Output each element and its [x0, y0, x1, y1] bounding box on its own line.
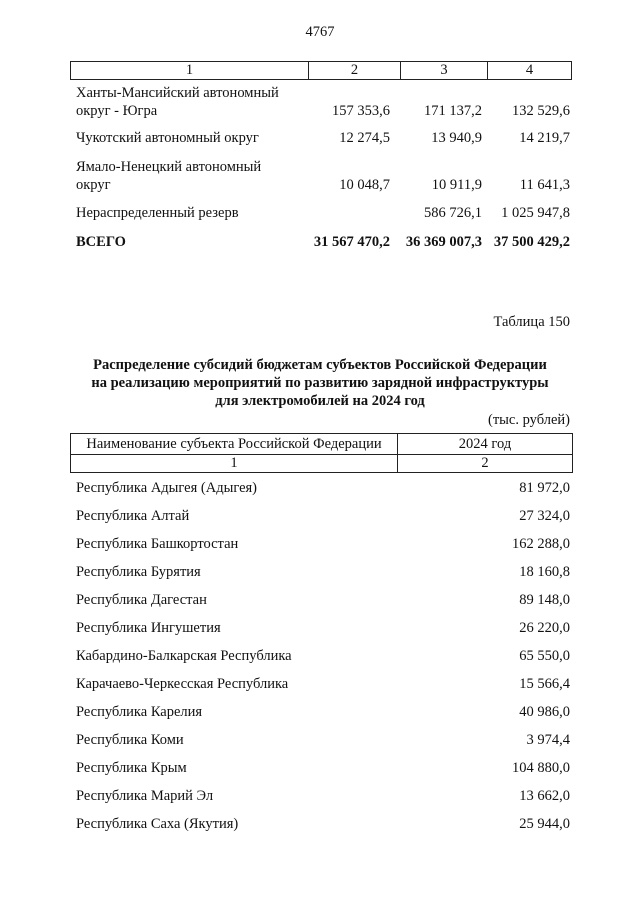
- table-title: [60, 356, 580, 410]
- row-value-4: 132 529,6: [512, 103, 570, 119]
- row-name: Нераспределенный резерв: [76, 205, 239, 221]
- prev-col-1: 1: [71, 62, 309, 79]
- table-row: [0, 478, 640, 498]
- region-name: Республика Коми: [76, 732, 184, 748]
- table-number: Таблица 150: [493, 314, 570, 330]
- table-row: [0, 590, 640, 610]
- region-name: Республика Башкортостан: [76, 536, 239, 552]
- prev-col-2: 2: [309, 62, 401, 79]
- prev-col-3: 3: [401, 62, 488, 79]
- region-name: Кабардино-Балкарская Республика: [76, 648, 292, 664]
- region-name: Республика Адыгея (Адыгея): [76, 480, 258, 496]
- table-row: [0, 674, 640, 694]
- col-number-1: 1: [71, 455, 398, 472]
- region-name: Республика Крым: [76, 760, 187, 776]
- row-value-2: 157 353,6: [332, 103, 390, 119]
- region-value: 25 944,0: [519, 816, 570, 832]
- title-line: Распределение субсидий бюджетам субъектов Российской Федерации: [93, 357, 547, 373]
- row-value-3: 10 911,9: [431, 177, 482, 193]
- region-value: 13 662,0: [519, 788, 570, 804]
- region-name: Карачаево-Черкесская Республика: [76, 676, 289, 692]
- row-name: Чукотский автономный округ: [76, 130, 259, 146]
- col-header-name: Наименование субъекта Российской Федерации: [71, 434, 398, 454]
- region-value: 27 324,0: [519, 508, 570, 524]
- region-name: Республика Марий Эл: [76, 788, 214, 804]
- table-row: [0, 758, 640, 778]
- table-row: [0, 646, 640, 666]
- prev-table-header: [70, 61, 572, 80]
- row-name-line1: Ханты-Мансийский автономный: [76, 85, 279, 101]
- total-label: ВСЕГО: [76, 234, 126, 250]
- page-number: 4767: [305, 24, 335, 40]
- region-name: Республика Карелия: [76, 704, 203, 720]
- col-number-2: 2: [481, 455, 489, 471]
- row-value-3: 171 137,2: [424, 103, 482, 119]
- col-header-year: 2024 год: [458, 436, 512, 452]
- region-value: 65 550,0: [519, 648, 570, 664]
- region-value: 18 160,8: [519, 564, 570, 580]
- table-row: [0, 786, 640, 806]
- row-value-2: 10 048,7: [339, 177, 390, 193]
- prev-col-4: 4: [525, 62, 534, 78]
- table-row: [0, 562, 640, 582]
- region-value: 89 148,0: [519, 592, 570, 608]
- region-name: Республика Саха (Якутия): [76, 816, 239, 832]
- table-row: [0, 618, 640, 638]
- total-value-2: 31 567 470,2: [313, 234, 390, 250]
- region-value: 40 986,0: [519, 704, 570, 720]
- total-value-3: 36 369 007,3: [405, 234, 482, 250]
- table-row: [0, 730, 640, 750]
- table-header: [70, 433, 573, 455]
- region-name: Республика Алтай: [76, 508, 190, 524]
- total-value-4: 37 500 429,2: [493, 234, 570, 250]
- row-name-line1: Ямало-Ненецкий автономный: [76, 159, 262, 175]
- row-value-4: 14 219,7: [519, 130, 570, 146]
- region-value: 15 566,4: [519, 676, 570, 692]
- table-row: [0, 534, 640, 554]
- region-value: 104 880,0: [512, 760, 570, 776]
- row-name-line2: округ: [76, 177, 111, 193]
- title-line: на реализацию мероприятий по развитию зарядной инфраструктуры: [91, 375, 549, 391]
- row-value-4: 11 641,3: [519, 177, 570, 193]
- region-value: 26 220,0: [519, 620, 570, 636]
- row-value-3: 586 726,1: [424, 205, 482, 221]
- table-row: [0, 814, 640, 834]
- region-value: 81 972,0: [519, 480, 570, 496]
- units-label: (тыс. рублей): [488, 412, 570, 428]
- region-value: 3 974,4: [526, 732, 570, 748]
- row-value-4: 1 025 947,8: [501, 205, 570, 221]
- region-value: 162 288,0: [512, 536, 570, 552]
- row-value-3: 13 940,9: [431, 130, 482, 146]
- title-line: для электромобилей на 2024 год: [215, 393, 425, 409]
- table-col-numbers: [70, 454, 573, 473]
- row-name-line2: округ - Югра: [76, 103, 158, 119]
- table-row: [0, 702, 640, 722]
- row-value-2: 12 274,5: [339, 130, 390, 146]
- table-row: [0, 506, 640, 526]
- region-name: Республика Дагестан: [76, 592, 207, 608]
- region-name: Республика Бурятия: [76, 564, 201, 580]
- region-name: Республика Ингушетия: [76, 620, 221, 636]
